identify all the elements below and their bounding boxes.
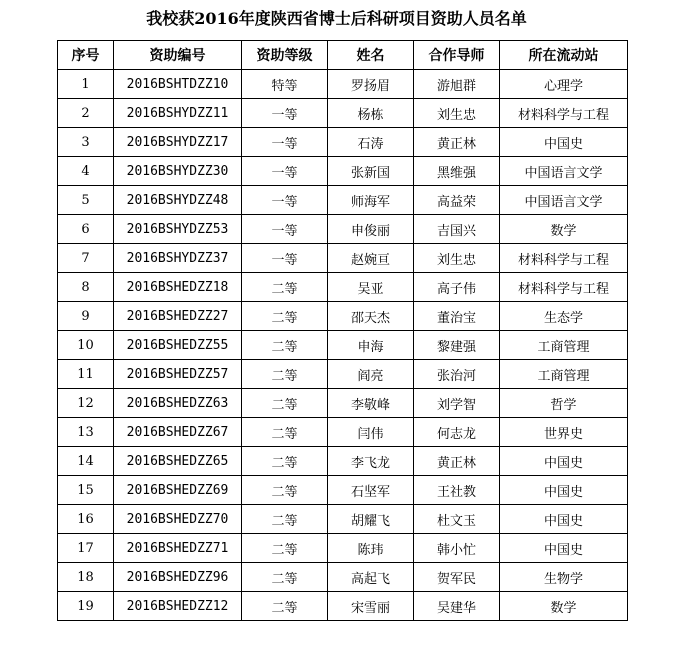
table-row [58,273,628,302]
cell-name: 闫伟 [328,418,414,447]
table-row [58,128,628,157]
table-row [58,99,628,128]
cell-advisor: 黑维强 [414,157,500,186]
table-row [58,447,628,476]
cell-funding-code: 2016BSHYDZZ53 [114,215,242,244]
cell-name: 石坚军 [328,476,414,505]
cell-number: 12 [58,389,114,418]
cell-name: 李敬峰 [328,389,414,418]
cell-advisor: 黎建强 [414,331,500,360]
column-header-name: 姓名 [328,41,414,70]
cell-funding-code: 2016BSHEDZZ71 [114,534,242,563]
cell-name: 张新国 [328,157,414,186]
table-row [58,244,628,273]
cell-funding-code: 2016BSHEDZZ65 [114,447,242,476]
cell-advisor: 黄正林 [414,128,500,157]
table-row [58,215,628,244]
cell-advisor: 游旭群 [414,70,500,99]
cell-name: 罗扬眉 [328,70,414,99]
cell-station: 中国史 [500,476,628,505]
cell-station: 材料科学与工程 [500,244,628,273]
column-header-advisor: 合作导师 [414,41,500,70]
cell-station: 中国语言文学 [500,186,628,215]
cell-funding-code: 2016BSHYDZZ30 [114,157,242,186]
cell-name: 师海军 [328,186,414,215]
cell-station: 材料科学与工程 [500,99,628,128]
cell-advisor: 高益荣 [414,186,500,215]
cell-name: 申海 [328,331,414,360]
cell-advisor: 黄正林 [414,447,500,476]
cell-station: 中国史 [500,128,628,157]
cell-funding-level: 二等 [242,331,328,360]
cell-name: 李飞龙 [328,447,414,476]
cell-name: 申俊丽 [328,215,414,244]
cell-station: 中国语言文学 [500,157,628,186]
cell-advisor: 王社教 [414,476,500,505]
cell-number: 11 [58,360,114,389]
cell-funding-level: 一等 [242,128,328,157]
table-row [58,534,628,563]
cell-station: 数学 [500,215,628,244]
cell-name: 杨栋 [328,99,414,128]
table-row [58,505,628,534]
table-row [58,360,628,389]
cell-station: 哲学 [500,389,628,418]
cell-station: 数学 [500,592,628,621]
cell-number: 14 [58,447,114,476]
cell-advisor: 贺军民 [414,563,500,592]
table-row [58,186,628,215]
cell-funding-level: 二等 [242,476,328,505]
cell-station: 心理学 [500,70,628,99]
cell-funding-code: 2016BSHEDZZ96 [114,563,242,592]
funding-roster-table [57,40,628,621]
cell-advisor: 杜文玉 [414,505,500,534]
cell-funding-code: 2016BSHYDZZ11 [114,99,242,128]
table-row [58,418,628,447]
column-header-station: 所在流动站 [500,41,628,70]
cell-name: 高起飞 [328,563,414,592]
cell-number: 18 [58,563,114,592]
cell-advisor: 韩小忙 [414,534,500,563]
cell-funding-level: 二等 [242,418,328,447]
cell-funding-code: 2016BSHYDZZ37 [114,244,242,273]
cell-funding-level: 一等 [242,186,328,215]
cell-number: 5 [58,186,114,215]
cell-funding-code: 2016BSHEDZZ70 [114,505,242,534]
table-body [58,70,628,621]
cell-funding-code: 2016BSHEDZZ27 [114,302,242,331]
cell-funding-level: 二等 [242,389,328,418]
cell-advisor: 张治河 [414,360,500,389]
cell-funding-code: 2016BSHYDZZ48 [114,186,242,215]
cell-station: 中国史 [500,447,628,476]
cell-advisor: 吉国兴 [414,215,500,244]
cell-station: 材料科学与工程 [500,273,628,302]
cell-funding-level: 二等 [242,592,328,621]
cell-funding-level: 一等 [242,157,328,186]
cell-name: 邵天杰 [328,302,414,331]
table-row [58,476,628,505]
column-header-funding-level: 资助等级 [242,41,328,70]
cell-name: 石涛 [328,128,414,157]
cell-advisor: 高子伟 [414,273,500,302]
cell-funding-code: 2016BSHEDZZ57 [114,360,242,389]
cell-advisor: 董治宝 [414,302,500,331]
cell-funding-level: 特等 [242,70,328,99]
cell-funding-level: 一等 [242,215,328,244]
cell-name: 胡耀飞 [328,505,414,534]
cell-funding-code: 2016BSHYDZZ17 [114,128,242,157]
cell-station: 生态学 [500,302,628,331]
cell-number: 16 [58,505,114,534]
cell-name: 吴亚 [328,273,414,302]
column-header-funding-code: 资助编号 [114,41,242,70]
cell-station: 世界史 [500,418,628,447]
cell-station: 工商管理 [500,360,628,389]
cell-funding-level: 二等 [242,534,328,563]
cell-funding-level: 一等 [242,244,328,273]
cell-funding-code: 2016BSHEDZZ63 [114,389,242,418]
table-header-row [58,41,628,70]
cell-funding-code: 2016BSHTDZZ10 [114,70,242,99]
cell-name: 赵婉亘 [328,244,414,273]
cell-advisor: 刘生忠 [414,99,500,128]
cell-funding-level: 二等 [242,505,328,534]
cell-advisor: 刘生忠 [414,244,500,273]
cell-name: 陈玮 [328,534,414,563]
cell-funding-level: 二等 [242,273,328,302]
cell-advisor: 刘学智 [414,389,500,418]
cell-name: 阎亮 [328,360,414,389]
cell-number: 8 [58,273,114,302]
cell-advisor: 何志龙 [414,418,500,447]
table-row [58,302,628,331]
column-header-number: 序号 [58,41,114,70]
cell-number: 6 [58,215,114,244]
cell-funding-level: 一等 [242,99,328,128]
table-row [58,70,628,99]
cell-funding-code: 2016BSHEDZZ12 [114,592,242,621]
cell-advisor: 吴建华 [414,592,500,621]
cell-station: 工商管理 [500,331,628,360]
cell-number: 13 [58,418,114,447]
cell-number: 10 [58,331,114,360]
cell-station: 中国史 [500,505,628,534]
table-row [58,389,628,418]
cell-funding-level: 二等 [242,447,328,476]
cell-funding-code: 2016BSHEDZZ55 [114,331,242,360]
cell-funding-level: 二等 [242,563,328,592]
table-row [58,563,628,592]
cell-number: 17 [58,534,114,563]
cell-number: 1 [58,70,114,99]
cell-station: 生物学 [500,563,628,592]
cell-number: 19 [58,592,114,621]
cell-funding-code: 2016BSHEDZZ69 [114,476,242,505]
cell-number: 7 [58,244,114,273]
table-row [58,331,628,360]
cell-funding-code: 2016BSHEDZZ18 [114,273,242,302]
cell-station: 中国史 [500,534,628,563]
cell-number: 15 [58,476,114,505]
table-row [58,592,628,621]
cell-funding-level: 二等 [242,302,328,331]
cell-number: 4 [58,157,114,186]
table-row [58,157,628,186]
cell-funding-level: 二等 [242,360,328,389]
cell-number: 2 [58,99,114,128]
page-title: 我校获2016年度陕西省博士后科研项目资助人员名单 [146,9,527,28]
cell-number: 9 [58,302,114,331]
cell-funding-code: 2016BSHEDZZ67 [114,418,242,447]
cell-number: 3 [58,128,114,157]
cell-name: 宋雪丽 [328,592,414,621]
